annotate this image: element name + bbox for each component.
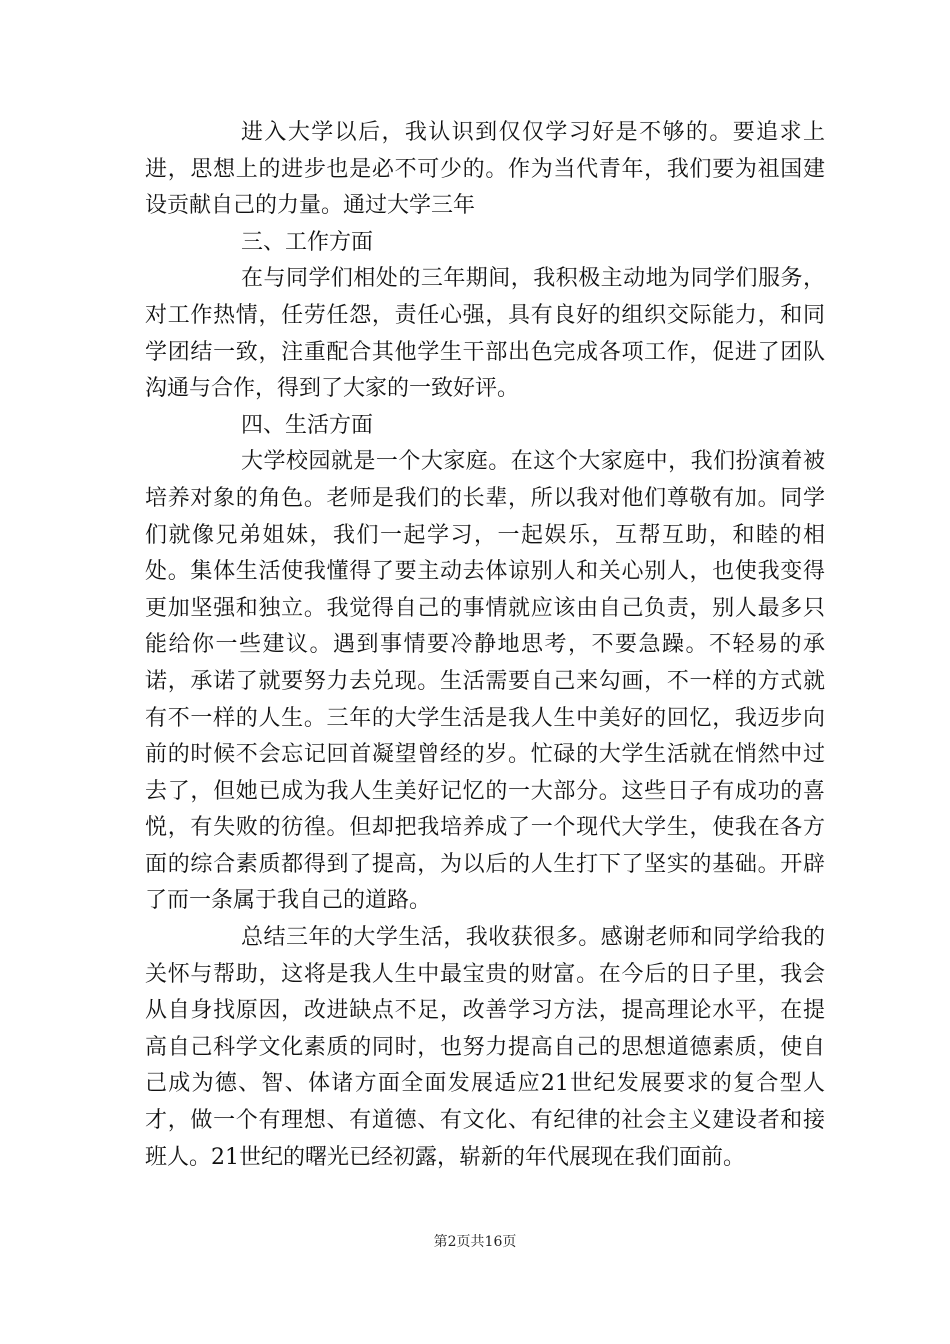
paragraph-work: 在与同学们相处的三年期间，我积极主动地为同学们服务，对工作热情，任劳任怨，责任心强，具有良好的组织交际能力，和同学团结一致，注重配合其他学生干部出色完成各项工作，促进了团队沟通与合作，得到了大家的一致好评。: [145, 266, 825, 402]
paragraph-life: 大学校园就是一个大家庭。在这个大家庭中，我们扮演着被培养对象的角色。老师是我们的长辈，所以我对他们尊敬有加。同学们就像兄弟姐妹，我们一起学习，一起娱乐，互帮互助，和睦的相处。集体生活使我懂得了要主动去体谅别人和关心别人，也使我变得更加坚强和独立。我觉得自己的事情就应该由自己负责，别人最多只能给你一些建议。遇到事情要冷静地思考，不要急躁。不轻易的承诺，承诺了就要努力去兑现。生活需要自己来勾画，不一样的方式就有不一样的人生。三年的大学生活是我人生中美好的回忆，我迈步向前的时候不会忘记回首凝望曾经的岁。忙碌的大学生活就在悄然中过去了，但她已成为我人生美好记忆的一大部分。这些日子有成功的喜悦，有失败的彷徨。但却把我培养成了一个现代大学生，使我在各方面的综合素质都得到了提高，为以后的人生打下了坚实的基础。开辟了而一条属于我自己的道路。: [145, 449, 825, 914]
section-heading-work: 三、工作方面: [241, 229, 374, 255]
page-footer: [0, 1231, 950, 1251]
section-heading-life: 四、生活方面: [241, 412, 374, 438]
paragraph-intro: 进入大学以后，我认识到仅仅学习好是不够的。要追求上进，思想上的进步也是必不可少的。作为当代青年，我们要为祖国建设贡献自己的力量。通过大学三年: [145, 120, 825, 219]
paragraph-summary: 总结三年的大学生活，我收获很多。感谢老师和同学给我的关怀与帮助，这将是我人生中最宝贵的财富。在今后的日子里，我会从自身找原因，改进缺点不足，改善学习方法，提高理论水平，在提高自己科学文化素质的同时，也努力提高自己的思想道德素质，使自己成为德、智、体诸方面全面发展适应21世纪发展要求的复合型人才，做一个有理想、有道德、有文化、有纪律的社会主义建设者和接班人。21世纪的曙光已经初露，崭新的年代展现在我们面前。: [145, 925, 825, 1170]
page-number: 第2页共16页: [433, 1234, 517, 1250]
document-body: [145, 115, 825, 1176]
